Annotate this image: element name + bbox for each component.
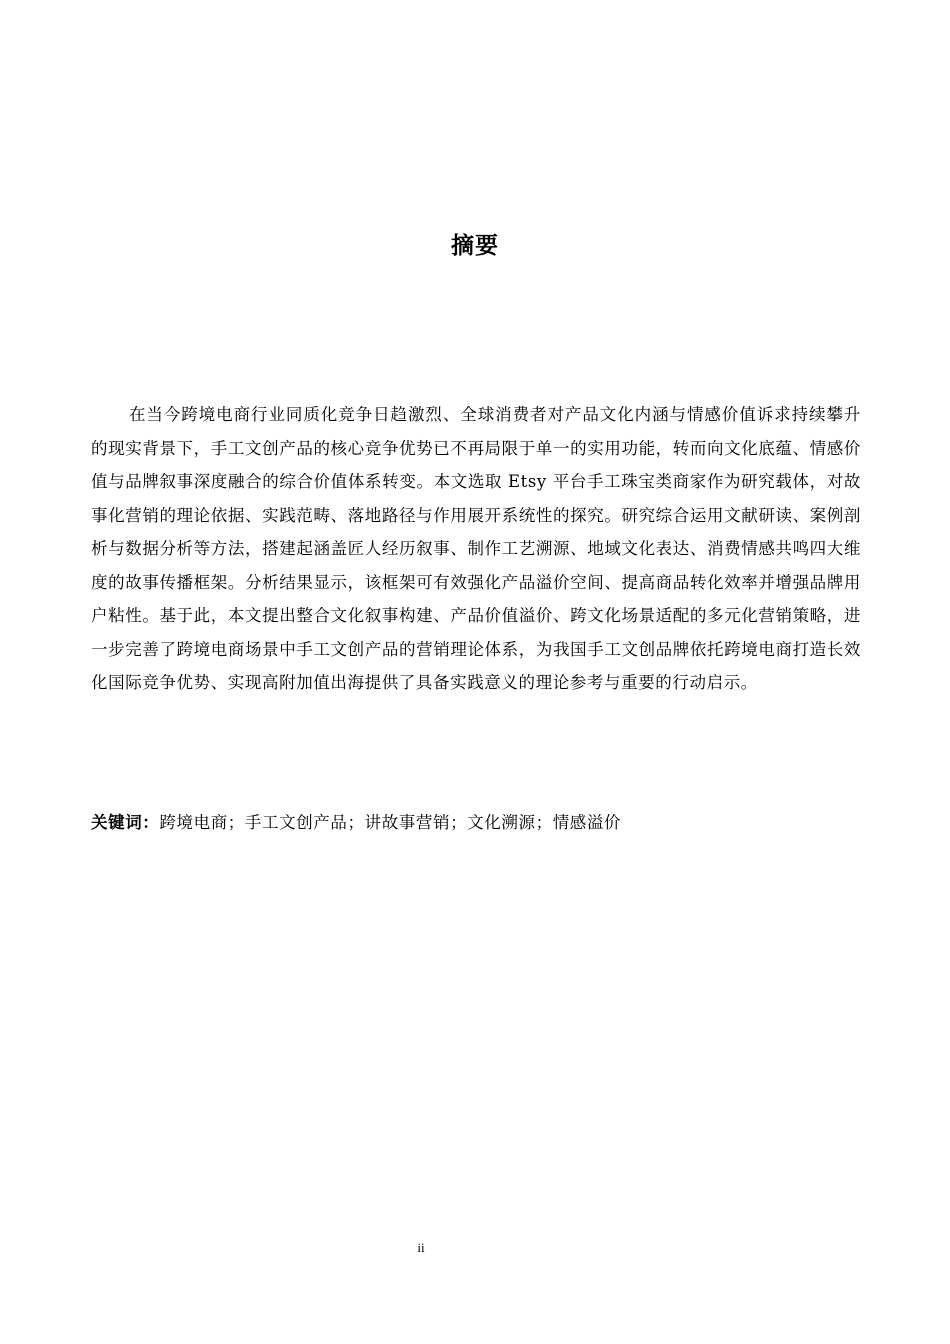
keywords-line	[91, 806, 861, 839]
keywords-label: 关键词：	[91, 813, 160, 832]
page-number: ii	[417, 1240, 425, 1255]
keywords-text: 跨境电商；手工文创产品；讲故事营销；文化溯源；情感溢价	[159, 813, 622, 832]
abstract-title: 摘要	[451, 233, 499, 259]
abstract-paragraph: 在当今跨境电商行业同质化竞争日趋激烈、全球消费者对产品文化内涵与情感价值诉求持续攀升的现实背景下，手工文创产品的核心竞争优势已不再局限于单一的实用功能，转而向文化底蕴、情感价值与品牌叙事深度融合的综合价值体系转变。本文选取 Etsy 平台手工珠宝类商家作为研究载体，对故事化营销的理论依据、实践范畴、落地路径与作用展开系统性的探究。研究综合运用文献研读、案例剖析与数据分析等方法，搭建起涵盖匠人经历叙事、制作工艺溯源、地域文化表达、消费情感共鸣四大维度的故事传播框架。分析结果显示，该框架可有效强化产品溢价空间、提高商品转化效率并增强品牌用户粘性。基于此，本文提出整合文化叙事构建、产品价值溢价、跨文化场景适配的多元化营销策略，进一步完善了跨境电商场景中手工文创产品的营销理论体系，为我国手工文创品牌依托跨境电商打造长效化国际竞争优势、实现高附加值出海提供了具备实践意义的理论参考与重要的行动启示。	[91, 405, 861, 692]
